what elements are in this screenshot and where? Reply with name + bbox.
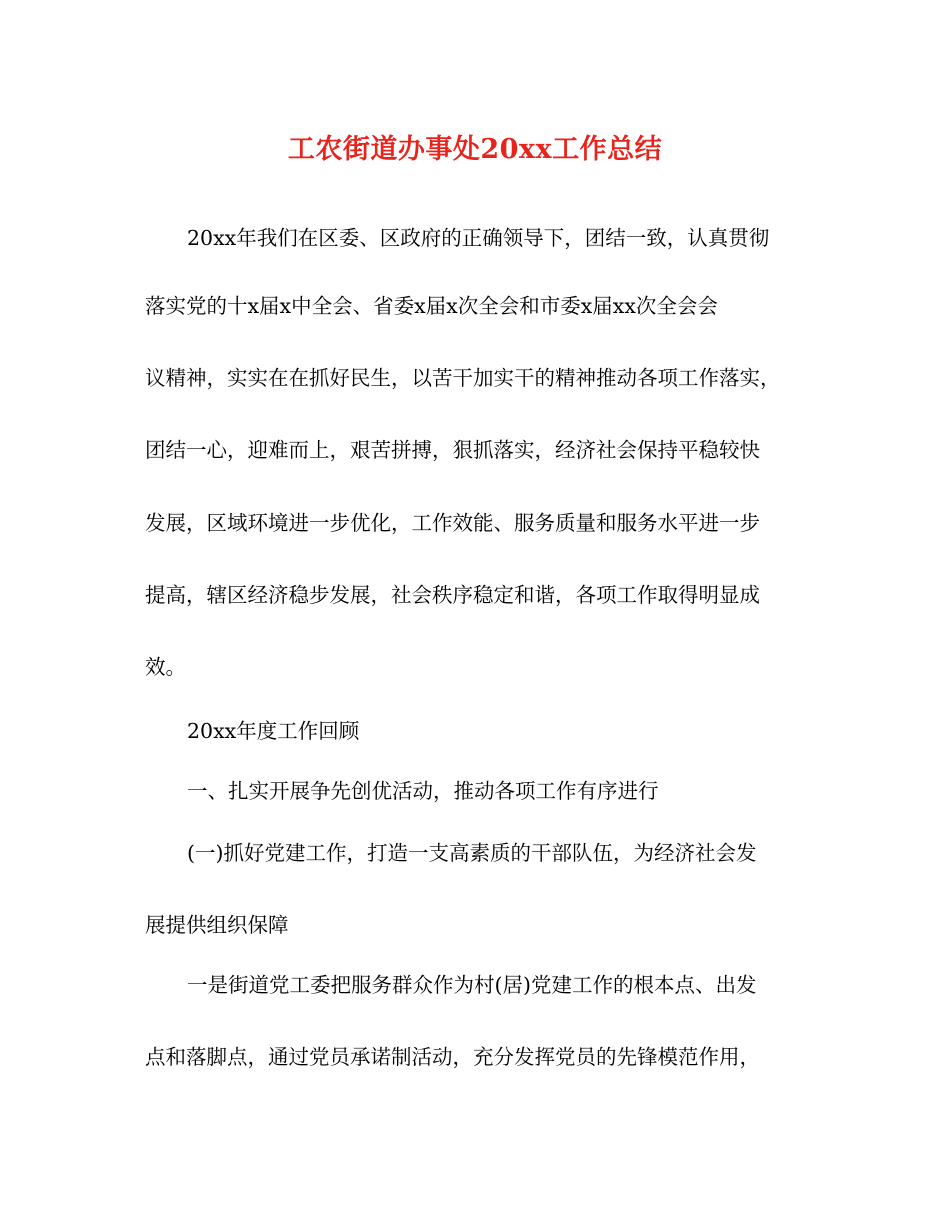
paragraph-line: 议精神，实实在在抓好民生，以苦干加实干的精神推动各项工作落实， bbox=[145, 366, 781, 390]
paragraph-line: 团结一心，迎难而上，艰苦拼搏，狠抓落实，经济社会保持平稳较快 bbox=[145, 438, 760, 462]
paragraph-line: 效。 bbox=[145, 655, 186, 679]
paragraph-line: 展提供组织保障 bbox=[145, 913, 289, 937]
paragraph-line: 点和落脚点，通过党员承诺制活动，充分发挥党员的先锋模范作用， bbox=[145, 1045, 760, 1069]
paragraph-line: 提高，辖区经济稳步发展，社会秩序稳定和谐，各项工作取得明显成 bbox=[145, 583, 760, 607]
paragraph-line: 发展，区域环境进一步优化，工作效能、服务质量和服务水平进一步 bbox=[145, 511, 760, 535]
paragraph-line: 落实党的十x届x中全会、省委x届x次全会和市委x届xx次全会会 bbox=[145, 294, 718, 318]
section-heading: 一、扎实开展争先创优活动，推动各项工作有序进行 bbox=[187, 779, 659, 803]
paragraph-line: 一是街道党工委把服务群众作为村(居)党建工作的根本点、出发 bbox=[187, 973, 757, 997]
section-heading: 20xx年度工作回顾 bbox=[187, 719, 360, 743]
paragraph-line: (一)抓好党建工作，打造一支高素质的干部队伍，为经济社会发 bbox=[187, 841, 757, 865]
document-title: 工农街道办事处20xx工作总结 bbox=[287, 134, 663, 165]
paragraph-line: 20xx年我们在区委、区政府的正确领导下，团结一致，认真贯彻 bbox=[187, 226, 770, 250]
